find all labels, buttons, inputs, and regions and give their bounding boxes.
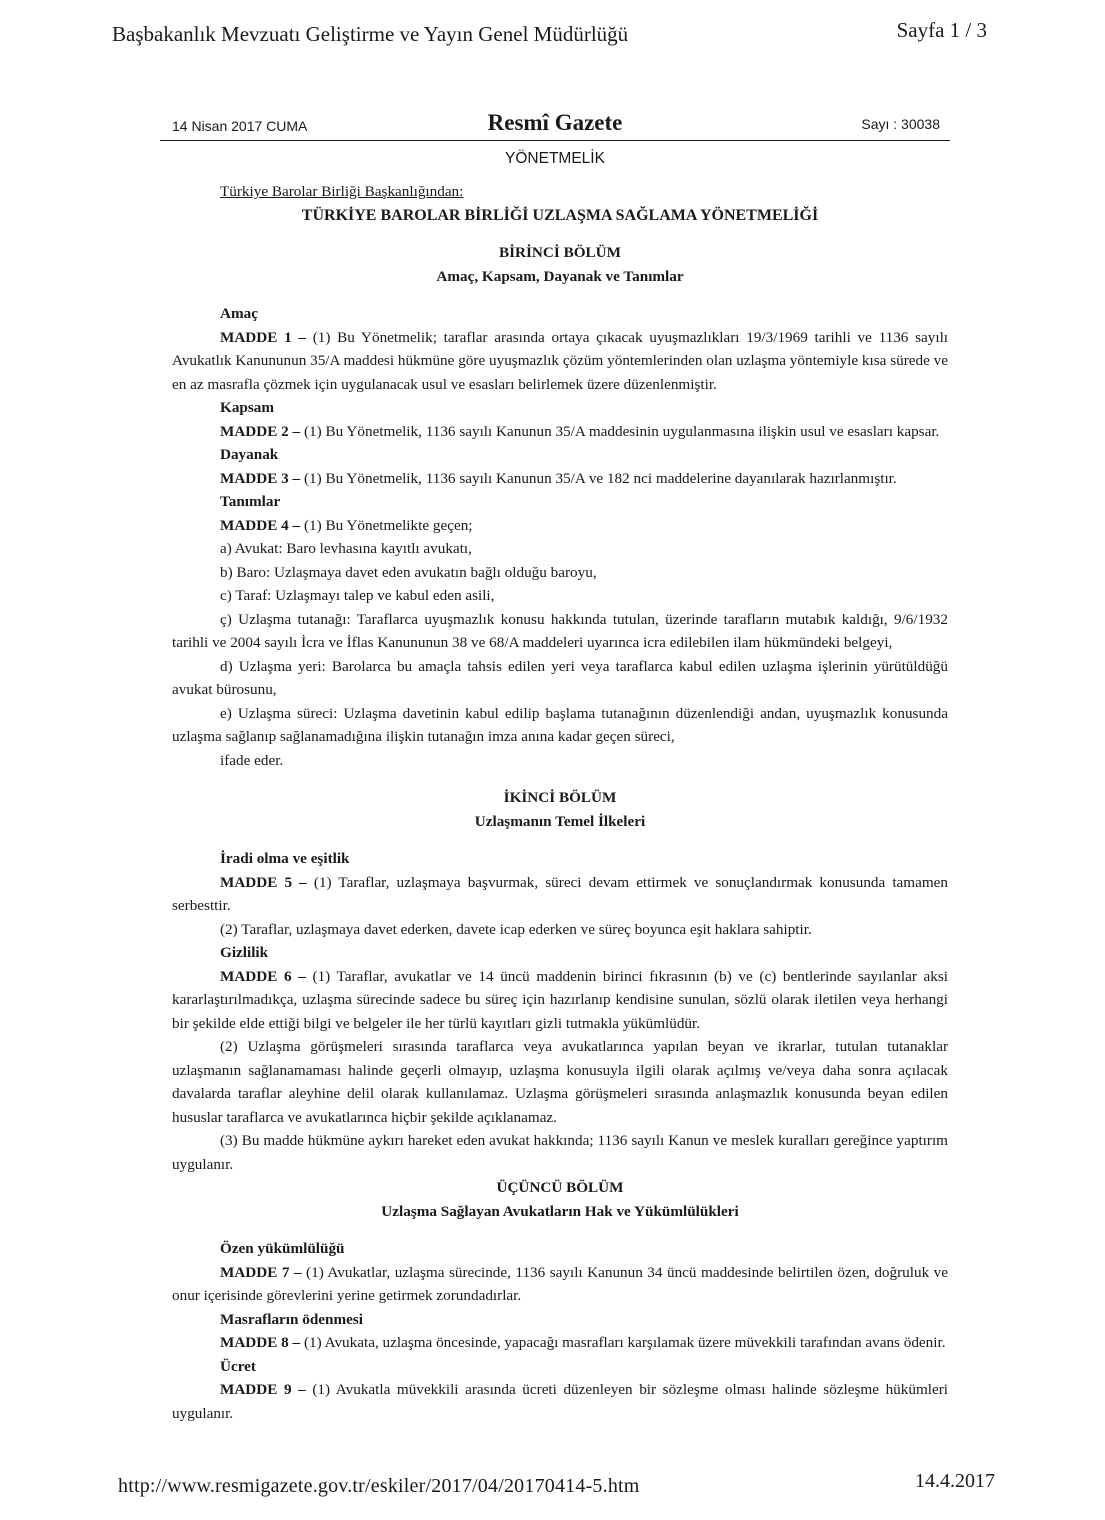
article-9-heading: Ücret [220,1357,256,1375]
regulation-body [172,180,948,1425]
article-7 [172,1261,948,1308]
footer-date: 14.4.2017 [915,1470,995,1492]
article-5-paragraph-2: (2) Taraflar, uzlaşmaya davet ederken, davete icap ederken ve süreç boyunca eşit haklara sahiptir. [220,920,812,938]
footer-url: http://www.resmigazete.gov.tr/eskiler/2017/04/20170414-5.htm [118,1475,640,1497]
page-counter: Sayfa 1 / 3 [896,18,987,42]
article-8-heading: Masrafların ödenmesi [220,1310,363,1328]
definition-item: c) Taraf: Uzlaşmayı talep ve kabul eden asili, [220,587,495,604]
article-6 [172,965,948,1036]
article-3-label: MADDE 3 – [220,469,301,487]
gazette-title: Resmî Gazete [487,110,623,135]
definition-item: a) Avukat: Baro levhasına kayıtlı avukatı, [220,540,472,557]
gazette-section: YÖNETMELİK [505,150,605,167]
article-5-label: MADDE 5 – [220,873,307,891]
article-8-label: MADDE 8 – [220,1334,301,1351]
article-4 [172,514,948,538]
article-6-heading: Gizlilik [220,944,269,961]
article-5-text: (1) Taraflar, uzlaşmaya başvurmak, süreci devam ettirmek ve sonuçlandırmak konusunda tamamen serbesttir. [172,873,949,914]
article-1-label: MADDE 1 – [220,328,306,346]
article-4-closing: ifade eder. [220,751,284,769]
article-4-intro: (1) Bu Yönetmelikte geçen; [303,516,473,534]
article-6-paragraph-2: (2) Uzlaşma görüşmeleri sırasında taraflarca veya avukatlarınca yapılan beyan ve ikrarlar, tutulan tutanaklar uzlaşmanın sağlanamaması halinde geçerli olmayıp, uzlaşma konusuyla ilgili olarak açılmış ve/veya daha sonra açılacak davalarda taraflar aleyhine delil olarak kullanılamaz. Uzlaşma görüşmeleri sırasında anlaşmazlık konusunda beyan edilen hususlar taraflarca ve avukatlarınca hiçbir şekilde açıklanamaz. [172,1038,948,1126]
definition-item: d) Uzlaşma yeri: Barolarca bu amaçla tahsis edilen yeri veya taraflarca kabul edilen uzlaşma işlerinin yürütüldüğü avukat bürosunu, [172,657,948,698]
article-2-text: (1) Bu Yönetmelik, 1136 sayılı Kanunun 35/A maddesinin uygulanmasına ilişkin usul ve esasları kapsar. [303,422,940,440]
article-1-text: (1) Bu Yönetmelik; taraflar arasında ortaya çıkacak uyuşmazlıkları 19/3/1969 tarihli ve 1136 sayılı Avukatlık Kanununun 35/A maddesi hükmüne göre uyuşmazlık çözüm yöntemlerinden olan uzlaşma yöntemiyle kısa sürede ve en az masrafla çözmek için uygulanacak usul ve esasları belirlemek üzere düzenlenmiştir. [172,328,949,393]
article-9-text: (1) Avukatla müvekkili arasında ücreti düzenleyen bir sözleşme olması halinde sözleşme hükümleri uygulanır. [172,1381,948,1422]
chapter-3-subtitle: Uzlaşma Sağlayan Avukatların Hak ve Yükümlülükleri [381,1202,739,1220]
chapter-1-title: BİRİNCİ BÖLÜM [499,244,621,261]
article-6-label: MADDE 6 – [220,967,306,985]
article-8 [172,1331,948,1355]
article-3-heading: Dayanak [220,446,279,463]
definition-item: b) Baro: Uzlaşmaya davet eden avukatın bağlı olduğu baroyu, [220,563,597,581]
browser-header: Başbakanlık Mevzuatı Geliştirme ve Yayın Genel Müdürlüğü [112,22,629,46]
gazette-header [160,110,950,141]
definition-item: e) Uzlaşma süreci: Uzlaşma davetinin kabul edilip başlama tutanağının düzenlendiği andan, uyuşmazlık konusunda uzlaşma sağlanıp sağlanamadığına ilişkin tutanağın imza anına kadar geçen süreci, [172,704,948,745]
article-6-text: (1) Taraflar, avukatlar ve 14 üncü maddenin birinci fıkrasının (b) ve (c) bentlerinde sayılanlar aksi kararlaştırılmadıkça, uzlaşma sürecinde sadece bu süreç için hazırlanıp kendisine sunulan, sözlü olarak iletilen veya herhangi bir şekilde elde ettiği bilgi ve belgeler ile her türlü kayıtları gizli tutmakla yükümlüdür. [172,967,949,1032]
article-5-heading: İradi olma ve eşitlik [220,850,350,867]
chapter-1-subtitle: Amaç, Kapsam, Dayanak ve Tanımlar [436,267,684,285]
article-1-heading: Amaç [220,305,258,322]
article-1 [172,326,948,397]
article-2-label: MADDE 2 – [220,422,301,440]
article-4-label: MADDE 4 – [220,516,301,534]
article-7-label: MADDE 7 – [220,1263,302,1281]
article-9 [172,1378,948,1425]
article-5 [172,871,948,918]
article-8-text: (1) Avukata, uzlaşma öncesinde, yapacağı masrafları karşılamak üzere müvekkili tarafından avans ödenir. [303,1334,946,1351]
article-7-text: (1) Avukatlar, uzlaşma sürecinde, 1136 sayılı Kanunun 34 üncü maddesinde belirtilen özen, doğruluk ve onur içerisinde görevlerini yerine getirmek zorundadırlar. [172,1263,948,1304]
chapter-2-subtitle: Uzlaşmanın Temel İlkeleri [474,812,646,830]
chapter-2-title: İKİNCİ BÖLÜM [503,789,617,806]
definition-item: ç) Uzlaşma tutanağı: Taraflarca uyuşmazlık konusu hakkında tutulan, üzerinde tarafların mutabık kaldığı, 9/6/1932 tarihli ve 2004 sayılı İcra ve İflas Kanununun 38 ve 68/A maddeleri uyarınca icra edilebilen ilam hükmündeki belgeyi, [172,610,948,651]
gazette-number: Sayı : 30038 [861,116,940,132]
article-9-label: MADDE 9 – [220,1381,306,1398]
article-2 [172,420,948,444]
article-3 [172,467,948,491]
article-2-heading: Kapsam [220,399,275,416]
chapter-3-title: ÜÇÜNCÜ BÖLÜM [496,1179,624,1196]
article-3-text: (1) Bu Yönetmelik, 1136 sayılı Kanunun 35/A ve 182 nci maddelerine dayanılarak hazırlanmıştır. [303,469,897,487]
article-7-heading: Özen yükümlülüğü [220,1240,345,1257]
issuer: Türkiye Barolar Birliği Başkanlığından: [220,183,464,200]
article-4-heading: Tanımlar [220,493,281,510]
gazette-date: 14 Nisan 2017 CUMA [172,118,308,134]
regulation-title: TÜRKİYE BAROLAR BİRLİĞİ UZLAŞMA SAĞLAMA YÖNETMELİĞİ [301,206,819,224]
article-6-paragraph-3: (3) Bu madde hükmüne aykırı hareket eden avukat hakkında; 1136 sayılı Kanun ve meslek kuralları gereğince yaptırım uygulanır. [172,1132,948,1173]
